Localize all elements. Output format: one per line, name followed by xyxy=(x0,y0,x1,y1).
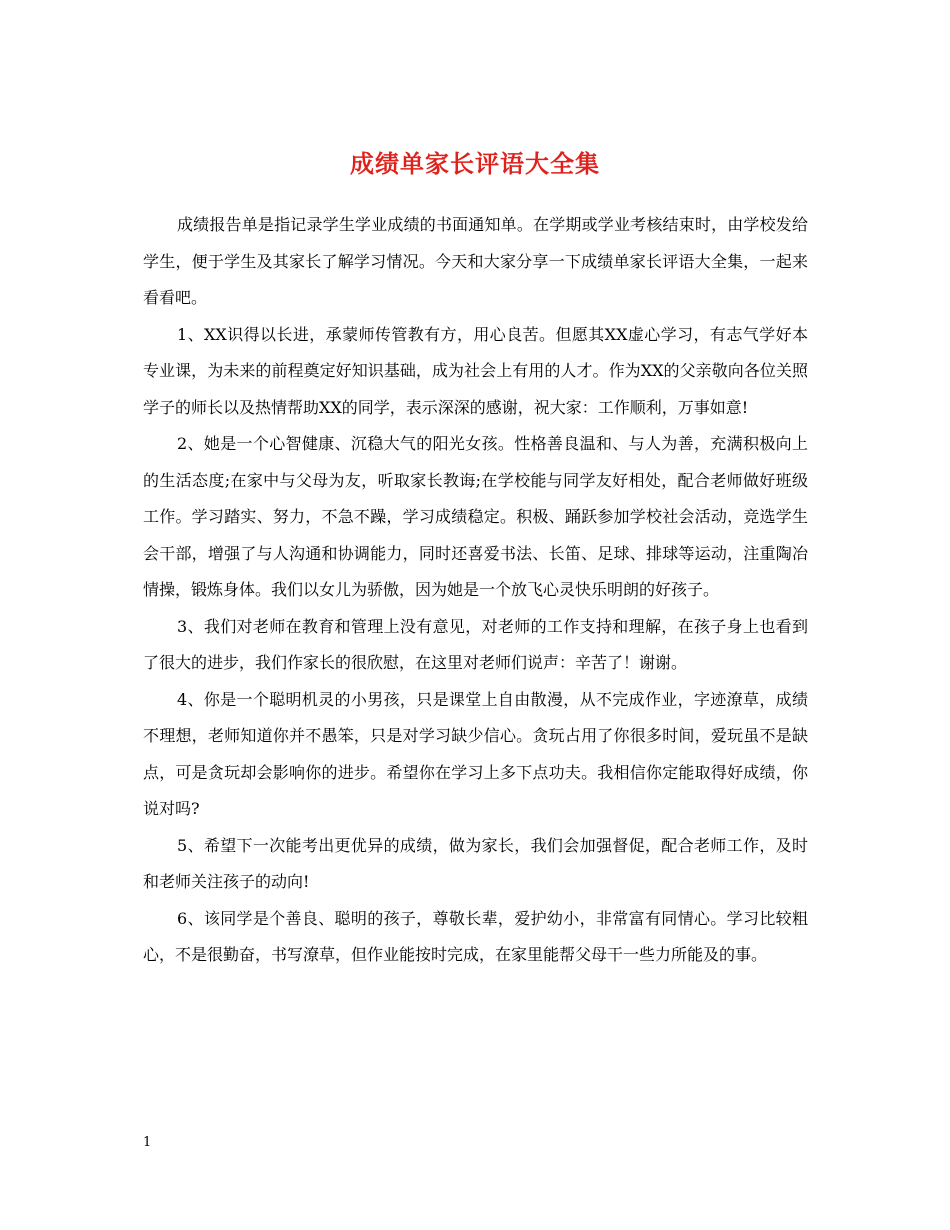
comment-paragraph-4: 4、你是一个聪明机灵的小男孩，只是课堂上自由散漫，从不完成作业，字迹潦草，成绩不理想，老师知道你并不愚笨，只是对学习缺少信心。贪玩占用了你很多时间，爱玩虽不是缺点，可是贪玩却会影响你的进步。希望你在学习上多下点功夫。我相信你定能取得好成绩，你说对吗? xyxy=(143,689,808,818)
page-title: 成绩单家长评语大全集 xyxy=(350,149,600,179)
page-number: 1 xyxy=(143,1135,152,1150)
intro-paragraph: 成绩报告单是指记录学生学业成绩的书面通知单。在学期或学业考核结束时，由学校发给学生，便于学生及其家长了解学习情况。今天和大家分享一下成绩单家长评语大全集，一起来看看吧。 xyxy=(143,215,808,307)
comment-paragraph-3: 3、我们对老师在教育和管理上没有意见，对老师的工作支持和理解，在孩子身上也看到了很大的进步，我们作家长的很欣慰，在这里对老师们说声：辛苦了！谢谢。 xyxy=(143,616,808,672)
comment-paragraph-2: 2、她是一个心智健康、沉稳大气的阳光女孩。性格善良温和、与人为善，充满积极向上的生活态度;在家中与父母为友，听取家长教诲;在学校能与同学友好相处，配合老师做好班级工作。学习踏实、努力，不急不躁，学习成绩稳定。积极、踊跃参加学校社会活动，竞选学生会干部，增强了与人沟通和协调能力，同时还喜爱书法、长笛、足球、排球等运动，注重陶冶情操，锻炼身体。我们以女儿为骄傲，因为她是一个放飞心灵快乐明朗的好孩子。 xyxy=(143,434,808,599)
comment-paragraph-6: 6、该同学是个善良、聪明的孩子，尊敬长辈，爱护幼小，非常富有同情心。学习比较粗心，不是很勤奋，书写潦草，但作业能按时完成，在家里能帮父母干一些力所能及的事。 xyxy=(143,908,808,964)
comment-paragraph-1: 1、XX识得以长进，承蒙师传管教有方，用心良苦。但愿其XX虚心学习，有志气学好本专业课，为未来的前程奠定好知识基础，成为社会上有用的人才。作为XX的父亲敬向各位关照学子的师长以及热情帮助XX的同学，表示深深的感谢，祝大家：工作顺利，万事如意! xyxy=(143,324,808,417)
comment-paragraph-5: 5、希望下一次能考出更优异的成绩，做为家长，我们会加强督促，配合老师工作，及时和老师关注孩子的动向! xyxy=(143,835,808,891)
document-body xyxy=(143,207,808,974)
